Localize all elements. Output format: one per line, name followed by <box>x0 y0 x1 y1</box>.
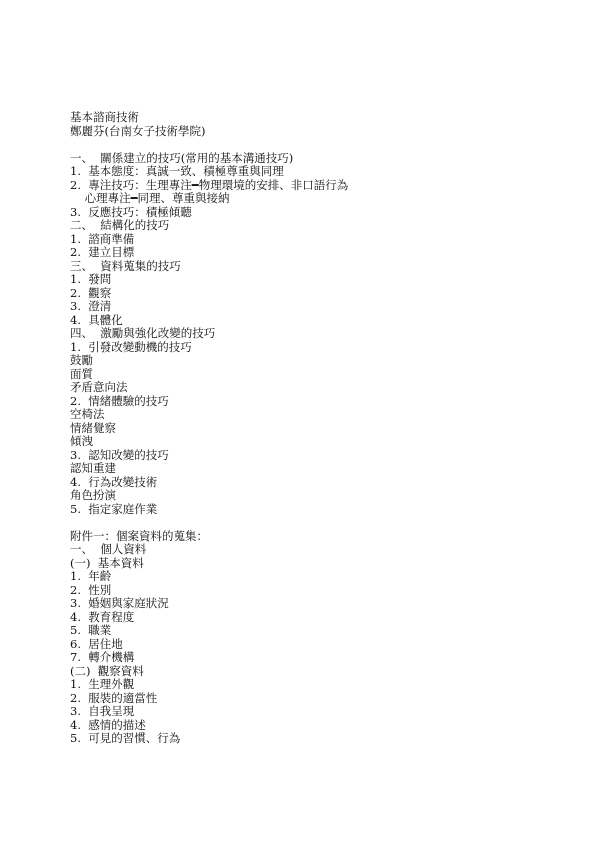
outline-line: 4. 行為改變技術 <box>70 474 158 489</box>
outline-line: 4. 具體化 <box>70 312 123 327</box>
outline-line: 3. 反應技巧：積極傾聽 <box>70 204 192 219</box>
outline-line: 三、 資料蒐集的技巧 <box>70 258 181 273</box>
outline-line: 鼓勵 <box>70 353 93 367</box>
outline-line: 4. 感情的描述 <box>70 717 146 732</box>
outline-line: 1. 基本態度：真誠一致、積極尊重與同理 <box>70 164 284 178</box>
outline-line: 一、 關係建立的技巧(常用的基本溝通技巧) <box>70 150 294 165</box>
outline-line: 6. 居住地 <box>70 636 123 651</box>
outline-line: 情緒覺察 <box>70 420 116 435</box>
outline-line: 3. 自我呈現 <box>70 704 135 718</box>
outline-line: 1. 諮商準備 <box>70 231 135 246</box>
outline-line: 認知重建 <box>70 461 116 475</box>
outline-line: 1. 發問 <box>70 272 112 286</box>
document-page <box>70 111 570 746</box>
outline-line: 5. 指定家庭作業 <box>70 501 158 516</box>
outline-main <box>70 152 570 517</box>
outline-line: 1. 年齡 <box>70 569 112 583</box>
outline-line: 7. 轉介機構 <box>70 650 135 664</box>
outline-line: 3. 認知改變的技巧 <box>70 447 169 462</box>
outline-line: 二、 結構化的技巧 <box>70 218 170 232</box>
document-author: 鄭麗芬(台南女子技術學院) <box>70 123 206 138</box>
outline-line: 矛盾意向法 <box>70 380 128 394</box>
outline-appendix <box>70 530 570 746</box>
outline-line: (二) 觀察資料 <box>70 663 144 678</box>
outline-line: 附件一：個案資料的蒐集： <box>70 528 208 543</box>
outline-line: 2. 觀察 <box>70 285 112 300</box>
outline-line: 空椅法 <box>70 407 105 421</box>
outline-line: 4. 教育程度 <box>70 609 135 624</box>
outline-line: 2. 服裝的適當性 <box>70 690 158 705</box>
outline-line: 面質 <box>70 366 93 381</box>
outline-line: 3. 澄清 <box>70 299 112 313</box>
outline-line: 四、 激勵與強化改變的技巧 <box>70 326 216 340</box>
spacer <box>70 138 570 152</box>
outline-line: 2. 專注技巧：生理專注━物理環境的安排、非口語行為 <box>70 177 349 192</box>
outline-line: 5. 可見的習慣、行為 <box>70 731 181 745</box>
outline-line: 一、 個人資料 <box>70 542 147 556</box>
outline-line: 5. 職業 <box>70 623 112 637</box>
outline-line: 角色扮演 <box>70 488 116 502</box>
outline-line: 2. 情緒體驗的技巧 <box>70 393 169 408</box>
outline-line: 2. 建立目標 <box>70 245 135 259</box>
outline-line: 傾洩 <box>70 434 93 448</box>
outline-line: 1. 生理外觀 <box>70 677 135 691</box>
spacer <box>70 516 570 530</box>
outline-line: 心理專注━同理、尊重與接納 <box>70 191 230 205</box>
outline-line: (一) 基本資料 <box>70 555 144 570</box>
document-title: 基本諮商技術 <box>70 110 139 124</box>
outline-line: 3. 婚姻與家庭狀況 <box>70 596 169 610</box>
outline-line: 2. 性別 <box>70 582 112 597</box>
outline-line: 1. 引發改變動機的技巧 <box>70 339 192 354</box>
